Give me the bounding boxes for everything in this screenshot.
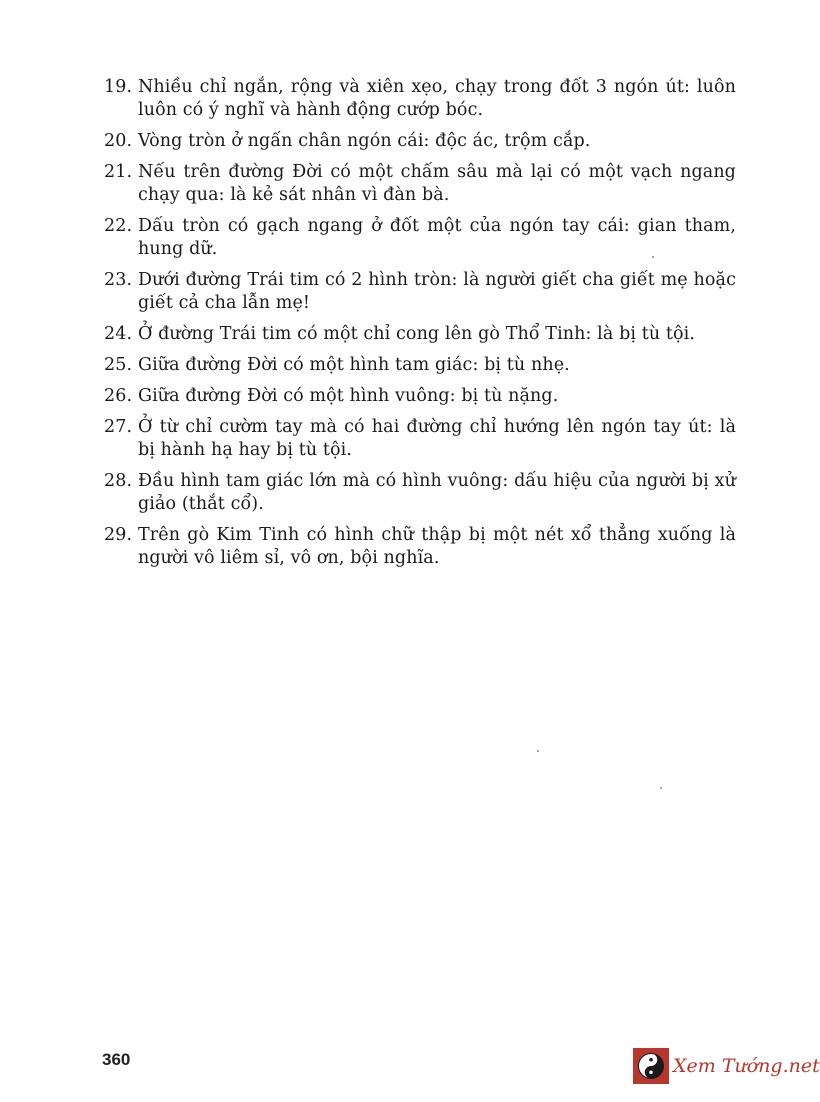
scan-speck	[652, 256, 654, 258]
list-item	[104, 524, 736, 570]
item-number: 23.	[104, 270, 133, 290]
item-number: 22.	[104, 216, 133, 236]
site-logo[interactable]	[633, 1048, 820, 1084]
logo-text: Xem Tướng.net	[673, 1055, 820, 1077]
list-item	[104, 354, 736, 377]
page-number: 360	[102, 1050, 131, 1069]
list-item	[104, 76, 736, 122]
item-number: 20.	[104, 131, 133, 151]
item-number: 19.	[104, 77, 133, 97]
list-item	[104, 416, 736, 462]
numbered-list	[104, 76, 736, 578]
list-item	[104, 130, 736, 153]
item-text: Vòng tròn ở ngấn chân ngón cái: độc ác, trộm cắp.	[138, 131, 591, 151]
list-item	[104, 323, 736, 346]
item-text: Ở từ chỉ cườm tay mà có hai đường chỉ hướng lên ngón tay út: là bị hành hạ hay bị tù tội.	[138, 417, 736, 460]
item-number: 24.	[104, 324, 133, 344]
list-item	[104, 161, 736, 207]
item-number: 28.	[104, 471, 133, 491]
item-text: Dấu tròn có gạch ngang ở đốt một của ngón tay cái: gian tham, hung dữ.	[138, 216, 736, 259]
item-text: Dưới đường Trái tim có 2 hình tròn: là người giết cha giết mẹ hoặc giết cả cha lẫn mẹ!	[138, 270, 736, 313]
item-number: 21.	[104, 162, 133, 182]
item-text: Giữa đường Đời có một hình vuông: bị tù nặng.	[138, 386, 559, 406]
item-number: 25.	[104, 355, 133, 375]
item-number: 29.	[104, 525, 133, 545]
yin-yang-icon	[633, 1048, 669, 1084]
scan-speck	[537, 750, 539, 752]
item-text: Đầu hình tam giác lớn mà có hình vuông: dấu hiệu của người bị xử giảo (thắt cổ).	[138, 471, 736, 514]
item-number: 27.	[104, 417, 133, 437]
list-item	[104, 215, 736, 261]
item-number: 26.	[104, 386, 133, 406]
list-item	[104, 470, 736, 516]
item-text: Nếu trên đường Đời có một chấm sâu mà lại có một vạch ngang chạy qua: là kẻ sát nhân vì đàn bà.	[138, 162, 736, 205]
item-text: Ở đường Trái tim có một chỉ cong lên gò Thổ Tinh: là bị tù tội.	[138, 324, 696, 344]
item-text: Giữa đường Đời có một hình tam giác: bị tù nhẹ.	[138, 355, 570, 375]
scan-speck	[660, 787, 662, 789]
list-item	[104, 385, 736, 408]
item-text: Nhiều chỉ ngắn, rộng và xiên xẹo, chạy trong đốt 3 ngón út: luôn luôn có ý nghĩ và hành động cướp bóc.	[138, 77, 736, 120]
item-text: Trên gò Kim Tinh có hình chữ thập bị một nét xổ thẳng xuống là người vô liêm sỉ, vô ơn, bội nghĩa.	[138, 525, 736, 568]
list-item	[104, 269, 736, 315]
